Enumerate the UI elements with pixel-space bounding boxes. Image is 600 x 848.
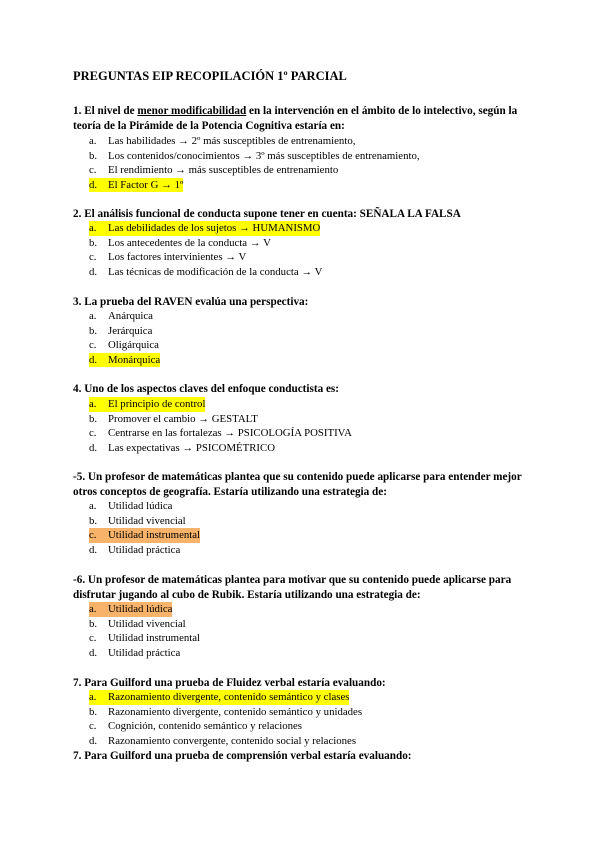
answer-option [89,646,200,661]
option-letter: a. [89,135,97,147]
option-text: Utilidad vivencial [108,617,186,630]
answer-option [89,221,320,236]
question-7 [73,676,523,691]
question-5 [73,470,523,500]
option-letter: d. [89,178,98,191]
option-text: Utilidad lúdica [108,603,173,615]
option-text: Razonamiento divergente, contenido semántico y clases [108,691,350,703]
option-letter: c. [89,164,97,177]
answer-option [89,178,183,193]
question-text: 3. La prueba del RAVEN evalúa una perspectiva: [73,296,309,308]
option-letter: c. [89,251,97,264]
option-letter: d. [89,353,98,366]
option-letter: a. [89,398,97,410]
option-text: Anárquica [108,310,153,322]
question-8 [73,749,523,764]
question-2 [73,207,523,222]
question-text: en la intervención en el ámbito de lo intelectivo, según la teoría de la Pirámide de la Potencia Cognitiva estaría en: [73,105,518,132]
option-letter: a. [89,603,97,615]
option-letter: b. [89,324,98,337]
answer-option [89,265,322,280]
option-text: Promover el cambio → GESTALT [108,412,258,425]
option-text: Oligárquica [108,339,159,352]
option-list [89,499,200,557]
option-text: Las habilidades → 2º más susceptibles de entrenamiento, [108,135,356,147]
question-3 [73,295,523,310]
question-text: 2. El análisis funcional de conducta supone tener en cuenta: SEÑALA LA FALSA [73,208,461,220]
option-text: El rendimiento → más susceptibles de entrenamiento [108,164,339,177]
option-text: Las debilidades de los sujetos → HUMANISMO [108,222,321,234]
option-letter: d. [89,543,98,556]
option-text: El principio de control [108,398,206,410]
option-text: Jerárquica [108,324,153,337]
option-letter: b. [89,705,98,718]
answer-option [89,602,172,617]
option-letter: b. [89,617,98,630]
answer-option [89,250,322,265]
question-text: 7. Para Guilford una prueba de comprensión verbal estaría evaluando: [73,750,412,762]
answer-option [89,149,420,164]
question-6 [73,573,523,603]
answer-option [89,617,200,632]
option-text: Centrarse en las fortalezas → PSICOLOGÍA POSITIVA [108,427,352,440]
option-letter: c. [89,529,97,542]
option-letter: c. [89,427,97,440]
answer-option [89,631,200,646]
option-text: El Factor G → 1º [108,178,184,191]
option-letter: d. [89,441,98,454]
option-text: Cognición, contenido semántico y relaciones [108,720,302,733]
option-letter: c. [89,720,97,733]
answer-option [89,353,160,368]
option-list [89,602,200,660]
answer-option [89,236,322,251]
question-text: -6. Un profesor de matemáticas plantea para motivar que su contenido puede aplicarse para disfrutar jugando al cubo de Rubik. Estaría utilizando una estrategia de: [73,574,512,601]
question-text: -5. Un profesor de matemáticas plantea que su contenido puede aplicarse para entender mejor otros conceptos de geografía. Estaría utilizando una estrategia de: [73,471,522,498]
question-text: 7. Para Guilford una prueba de Fluidez verbal estaría evaluando: [73,677,386,689]
answer-option [89,690,349,705]
question-text: 1. El nivel de [73,105,138,117]
answer-option [89,719,362,734]
answer-option [89,514,200,529]
answer-option [89,426,352,441]
question-text: 4. Uno de los aspectos claves del enfoque conductista es: [73,383,340,395]
option-letter: b. [89,149,98,162]
answer-option [89,441,352,456]
option-text: Utilidad instrumental [108,632,201,645]
option-letter: d. [89,265,98,278]
option-letter: c. [89,339,97,352]
question-1 [73,104,523,134]
option-list [89,134,420,192]
option-text: Utilidad práctica [108,543,181,556]
option-letter: b. [89,236,98,249]
option-list [89,309,160,367]
option-text: Los antecedentes de la conducta → V [108,236,271,249]
option-list [89,397,352,455]
option-text: Razonamiento convergente, contenido social y relaciones [108,734,357,747]
answer-option [89,309,160,324]
answer-option [89,499,200,514]
document-title: PREGUNTAS EIP RECOPILACIÓN 1º PARCIAL [73,69,347,83]
option-letter: a. [89,691,97,703]
answer-option [89,324,160,339]
option-list [89,690,362,748]
answer-option [89,134,420,149]
option-letter: a. [89,222,97,234]
option-list [89,221,322,279]
option-text: Monárquica [108,353,161,366]
answer-option [89,412,352,427]
answer-option [89,397,205,412]
option-text: Los factores intervinientes → V [108,251,247,264]
option-text: Las expectativas → PSICOMÉTRICO [108,441,276,454]
option-letter: b. [89,412,98,425]
option-text: Utilidad vivencial [108,514,186,527]
question-4 [73,382,523,397]
answer-option [89,734,362,749]
option-text: Los contenidos/conocimientos → 3º más susceptibles de entrenamiento, [108,149,420,162]
option-letter: a. [89,310,97,322]
option-text: Utilidad instrumental [108,529,201,542]
answer-option [89,705,362,720]
option-text: Las técnicas de modificación de la conducta → V [108,265,323,278]
answer-option [89,528,200,543]
answer-option [89,543,200,558]
answer-option [89,338,160,353]
option-letter: c. [89,632,97,645]
option-text: Razonamiento divergente, contenido semántico y unidades [108,705,363,718]
option-letter: d. [89,646,98,659]
answer-option [89,163,420,178]
question-underlined-text: menor modificabilidad [137,105,247,117]
option-letter: a. [89,500,97,512]
option-letter: b. [89,514,98,527]
option-text: Utilidad lúdica [108,500,173,512]
option-letter: d. [89,734,98,747]
option-text: Utilidad práctica [108,646,181,659]
